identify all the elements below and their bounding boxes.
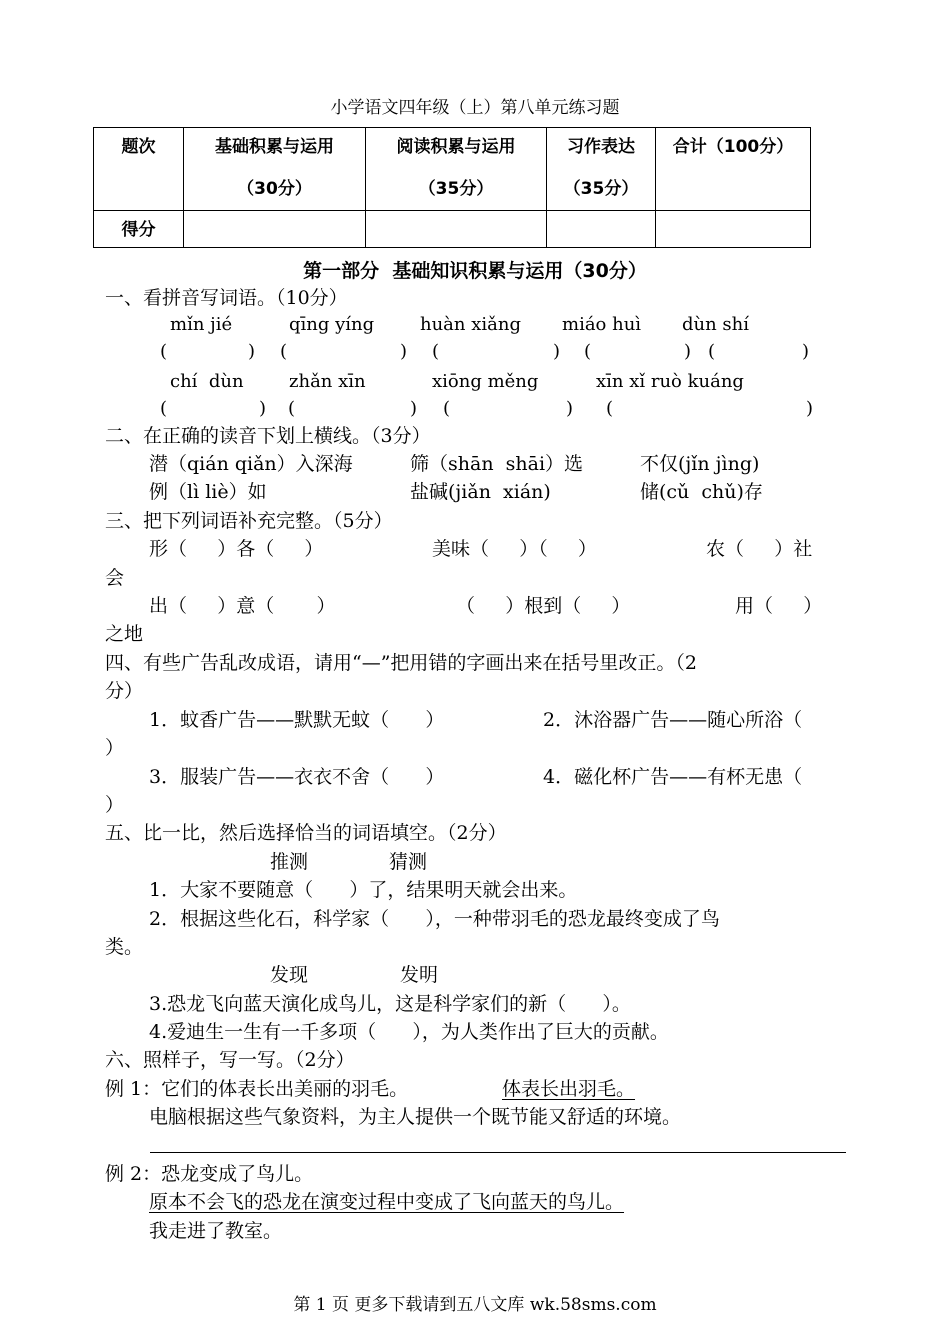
- pinyin-8: xiōng měng: [432, 371, 539, 392]
- answer-paren: ): [684, 341, 692, 362]
- ad-item[interactable]: 3．服装广告——衣衣不舍（ ）: [149, 766, 445, 788]
- q6-title: 六、照样子，写一写。（2分）: [105, 1049, 355, 1071]
- pinyin-3: huàn xiǎng: [420, 314, 521, 335]
- pinyin-4: miáo huì: [562, 314, 642, 335]
- answer-paren: ): [400, 341, 408, 362]
- idiom-blank[interactable]: 形（ ）各（ ）: [149, 538, 324, 560]
- idiom-blank[interactable]: 农（ ）社: [706, 538, 813, 560]
- pinyin-9: xīn xǐ ruò kuáng: [596, 371, 744, 392]
- word-option: 推测: [270, 851, 309, 873]
- example-1-task: 电脑根据这些气象资料，为主人提供一个既节能又舒适的环境。: [149, 1106, 682, 1128]
- fill-sentence[interactable]: 4.爱迪生一生有一千多项（ ），为人类作出了巨大的贡献。: [149, 1021, 669, 1043]
- answer-paren[interactable]: (: [280, 341, 288, 362]
- pinyin-5: dùn shí: [682, 314, 750, 335]
- fill-sentence[interactable]: 1．大家不要随意（ ）了，结果明天就会出来。: [149, 879, 578, 901]
- q4-title-wrap: 分）: [105, 680, 144, 702]
- pronunciation-item[interactable]: 潜（qián qiǎn）入深海: [149, 453, 353, 475]
- answer-paren: ): [802, 341, 810, 362]
- answer-paren: ): [566, 398, 574, 419]
- score-header-cell: 题次: [94, 128, 184, 211]
- pronunciation-item[interactable]: 筛（shān shāi）选: [410, 453, 584, 475]
- idiom-blank[interactable]: （ ）根到（ ）: [456, 595, 631, 617]
- page-title: 小学语文四年级（上）第八单元练习题: [330, 98, 620, 118]
- answer-paren[interactable]: (: [708, 341, 716, 362]
- answer-paren[interactable]: (: [584, 341, 592, 362]
- score-label-cell: 得分: [94, 211, 184, 248]
- score-input-cell[interactable]: [184, 211, 366, 248]
- q4-title: 四、有些广告乱改成语，请用“—”把用错的字画出来在括号里改正。（2: [105, 652, 698, 674]
- example-1-label: 例 1：它们的体表长出美丽的羽毛。: [105, 1078, 409, 1100]
- score-table: [93, 127, 811, 248]
- fill-sentence-wrap: 类。: [105, 936, 144, 958]
- pronunciation-item[interactable]: 储(cǔ chǔ)存: [640, 481, 763, 503]
- ad-item[interactable]: 4．磁化杯广告——有杯无患（: [543, 766, 803, 788]
- q3-title: 三、把下列词语补充完整。（5分）: [105, 510, 393, 532]
- example-2-label: 例 2：恐龙变成了鸟儿。: [105, 1163, 314, 1185]
- example-2-answer: 原本不会飞的恐龙在演变过程中变成了飞向蓝天的鸟儿。: [149, 1191, 625, 1213]
- q5-title: 五、比一比，然后选择恰当的词语填空。（2分）: [105, 822, 507, 844]
- word-option: 猜测: [389, 851, 428, 873]
- pronunciation-item[interactable]: 例（lì liè）如: [149, 481, 267, 503]
- ad-item[interactable]: 2．沐浴器广告——随心所浴（: [543, 709, 803, 731]
- answer-paren[interactable]: (: [443, 398, 451, 419]
- fill-sentence[interactable]: 3.恐龙飞向蓝天演化成鸟儿，这是科学家们的新（ ）。: [149, 993, 631, 1015]
- ad-item-wrap: ）: [105, 737, 125, 759]
- score-header-cell: 合计（100分）: [656, 128, 811, 211]
- word-option: 发明: [400, 964, 439, 986]
- pronunciation-item[interactable]: 不仅(jǐn jìng): [640, 453, 760, 475]
- answer-paren[interactable]: (: [606, 398, 614, 419]
- answer-paren: ): [806, 398, 814, 419]
- ad-item[interactable]: 1．蚊香广告——默默无蚊（ ）: [149, 709, 445, 731]
- answer-line[interactable]: [150, 1152, 846, 1153]
- example-1-answer: 体表长出羽毛。: [502, 1078, 636, 1100]
- answer-paren[interactable]: (: [160, 341, 168, 362]
- answer-paren[interactable]: (: [288, 398, 296, 419]
- pinyin-1: mǐn jié: [170, 314, 233, 335]
- score-header-cell: 基础积累与运用 （30分）: [184, 128, 366, 211]
- idiom-blank[interactable]: 美味（ ）（ ）: [432, 538, 597, 560]
- answer-paren: ): [410, 398, 418, 419]
- score-input-cell[interactable]: [547, 211, 656, 248]
- ad-item-wrap: ）: [105, 794, 125, 816]
- idiom-wrap: 之地: [105, 623, 144, 645]
- fill-sentence[interactable]: 2．根据这些化石，科学家（ ），一种带羽毛的恐龙最终变成了鸟: [149, 908, 720, 930]
- idiom-blank[interactable]: 出（ ）意（ ）: [149, 595, 336, 617]
- score-input-cell[interactable]: [366, 211, 547, 248]
- idiom-wrap: 会: [105, 567, 125, 589]
- pinyin-7: zhǎn xīn: [289, 371, 366, 392]
- answer-paren: ): [248, 341, 256, 362]
- answer-paren: ): [259, 398, 267, 419]
- score-header-cell: 阅读积累与运用 （35分）: [366, 128, 547, 211]
- pinyin-2: qīng yíng: [289, 314, 375, 335]
- word-option: 发现: [270, 964, 309, 986]
- part1-heading: 第一部分 基础知识积累与运用（30分）: [303, 260, 647, 282]
- score-input-cell[interactable]: [656, 211, 811, 248]
- answer-paren[interactable]: (: [432, 341, 440, 362]
- idiom-blank[interactable]: 用（ ）: [735, 595, 823, 617]
- pinyin-6: chí dùn: [170, 371, 244, 392]
- example-2-task: 我走进了教室。: [149, 1220, 283, 1242]
- q1-title: 一、看拼音写词语。（10分）: [105, 287, 348, 309]
- q2-title: 二、在正确的读音下划上横线。（3分）: [105, 425, 431, 447]
- answer-paren: ): [553, 341, 561, 362]
- page-footer: 第 1 页 更多下载请到五八文库 wk.58sms.com: [293, 1295, 657, 1315]
- pronunciation-item[interactable]: 盐碱(jiǎn xián): [410, 481, 551, 503]
- score-header-cell: 习作表达 （35分）: [547, 128, 656, 211]
- answer-paren[interactable]: (: [160, 398, 168, 419]
